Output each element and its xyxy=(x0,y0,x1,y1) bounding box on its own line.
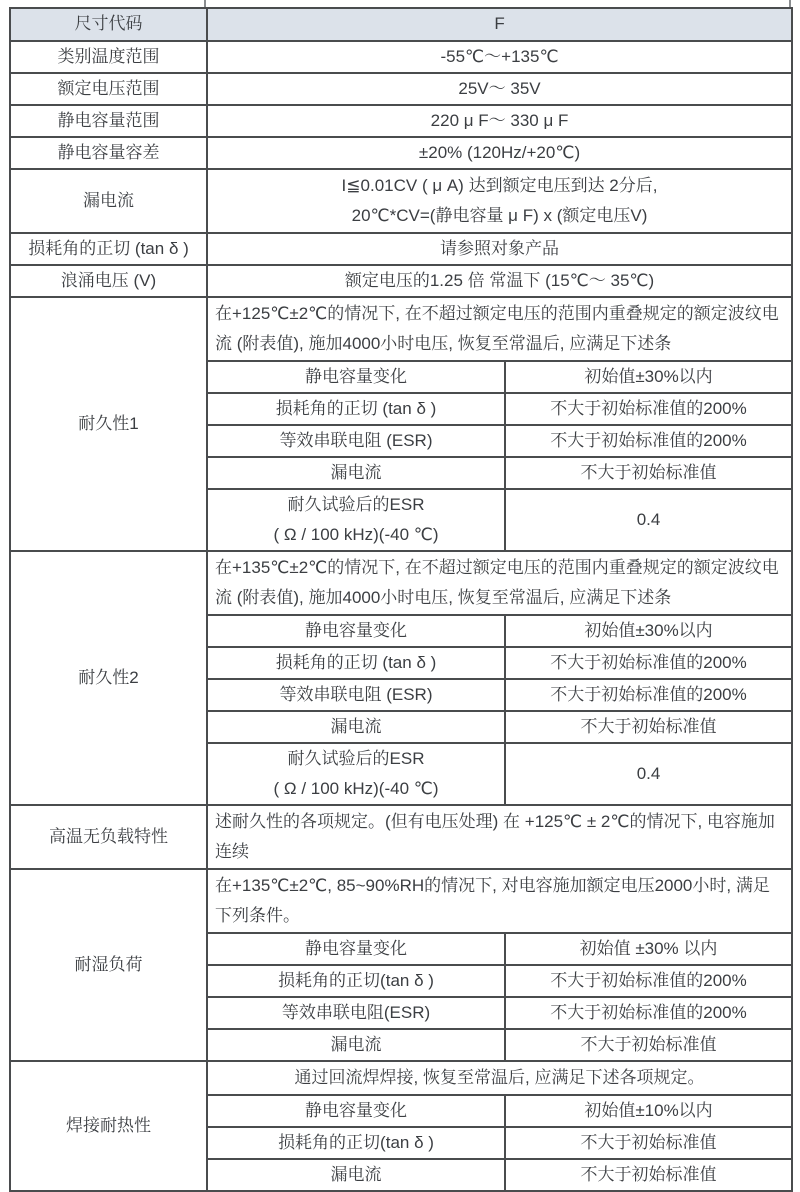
sub-label: 静电容量变化 xyxy=(207,615,505,647)
row-value: 请参照对象产品 xyxy=(207,233,792,265)
section-intro: 在+135℃±2℃的情况下, 在不超过额定电压的范围内重叠规定的额定波纹电流 (附表值), 施加4000小时电压, 恢复至常温后, 应满足下述条 xyxy=(207,551,792,615)
row-value: ±20% (120Hz/+20℃) xyxy=(207,137,792,169)
sub-label: 漏电流 xyxy=(207,1029,505,1061)
sub-value: 初始值 ±30% 以内 xyxy=(505,933,792,965)
sub-value: 不大于初始标准值的200% xyxy=(505,965,792,997)
durability2-intro-row xyxy=(10,551,792,615)
sub-label: 损耗角的正切 (tan δ ) xyxy=(207,647,505,679)
row-label: 浪涌电压 (V) xyxy=(10,265,207,297)
section-label: 焊接耐热性 xyxy=(10,1061,207,1191)
sub-value: 不大于初始标准值 xyxy=(505,711,792,743)
sub-label: 损耗角的正切(tan δ ) xyxy=(207,1127,505,1159)
row-label: 高温无负载特性 xyxy=(10,805,207,869)
row-label: 静电容量范围 xyxy=(10,105,207,137)
leakage-line2: 20℃*CV=(静电容量 μ F) x (额定电压V) xyxy=(351,206,648,225)
sub-value: 不大于初始标准值的200% xyxy=(505,679,792,711)
header-row xyxy=(10,8,792,41)
sub-value: 初始值±30%以内 xyxy=(505,361,792,393)
high-temp-row xyxy=(10,805,792,869)
surge-row xyxy=(10,265,792,297)
row-label: 静电容量容差 xyxy=(10,137,207,169)
row-value: 述耐久性的各项规定。(但有电压处理) 在 +125℃ ± 2℃的情况下, 电容施加连续 xyxy=(207,805,792,869)
leakage-row xyxy=(10,169,792,233)
row-label: 类别温度范围 xyxy=(10,41,207,73)
section-intro: 通过回流焊焊接, 恢复至常温后, 应满足下述各项规定。 xyxy=(207,1061,792,1095)
section-label: 耐湿负荷 xyxy=(10,869,207,1061)
sub-value: 初始值±10%以内 xyxy=(505,1095,792,1127)
row-value: 额定电压的1.25 倍 常温下 (15℃～ 35℃) xyxy=(207,265,792,297)
humidity-intro-row xyxy=(10,869,792,933)
sub-label: 等效串联电阻(ESR) xyxy=(207,997,505,1029)
sub-label: 漏电流 xyxy=(207,1159,505,1191)
table-row xyxy=(10,137,792,169)
sub-value: 不大于初始标准值的200% xyxy=(505,997,792,1029)
row-value: 25V～ 35V xyxy=(207,73,792,105)
esr-label-line2: ( Ω / 100 kHz)(-40 ℃) xyxy=(273,779,439,798)
header-value: F xyxy=(207,8,792,41)
sub-value: 0.4 xyxy=(505,743,792,805)
sub-label: 静电容量变化 xyxy=(207,933,505,965)
row-value: 220 μ F～ 330 μ F xyxy=(207,105,792,137)
sub-value: 不大于初始标准值 xyxy=(505,1159,792,1191)
sub-label xyxy=(207,743,505,805)
row-label: 损耗角的正切 (tan δ ) xyxy=(10,233,207,265)
table-row xyxy=(10,41,792,73)
section-label: 耐久性2 xyxy=(10,551,207,805)
table-row xyxy=(10,73,792,105)
table-row xyxy=(10,105,792,137)
section-intro: 在+135℃±2℃, 85~90%RH的情况下, 对电容施加额定电压2000小时, 满足下列条件。 xyxy=(207,869,792,933)
durability1-intro-row xyxy=(10,297,792,361)
leakage-line1: I≦0.01CV ( μ A) 达到额定电压到达 2分后, xyxy=(341,176,658,195)
sub-label: 损耗角的正切 (tan δ ) xyxy=(207,393,505,425)
sub-value: 不大于初始标准值 xyxy=(505,1127,792,1159)
section-intro: 在+125℃±2℃的情况下, 在不超过额定电压的范围内重叠规定的额定波纹电流 (附表值), 施加4000小时电压, 恢复至常温后, 应满足下述条 xyxy=(207,297,792,361)
sub-label: 等效串联电阻 (ESR) xyxy=(207,679,505,711)
sub-value: 不大于初始标准值 xyxy=(505,457,792,489)
esr-label-line1: 耐久试验后的ESR xyxy=(287,495,425,514)
sub-label: 漏电流 xyxy=(207,457,505,489)
row-value xyxy=(207,169,792,233)
sub-label: 等效串联电阻 (ESR) xyxy=(207,425,505,457)
sub-label: 损耗角的正切(tan δ ) xyxy=(207,965,505,997)
sub-value: 不大于初始标准值的200% xyxy=(505,647,792,679)
spec-table xyxy=(9,7,793,1192)
sub-value: 初始值±30%以内 xyxy=(505,615,792,647)
tan-delta-row xyxy=(10,233,792,265)
sub-label: 静电容量变化 xyxy=(207,1095,505,1127)
sub-value: 不大于初始标准值 xyxy=(505,1029,792,1061)
section-label: 耐久性1 xyxy=(10,297,207,551)
row-value: -55℃～+135℃ xyxy=(207,41,792,73)
sub-label: 漏电流 xyxy=(207,711,505,743)
esr-label-line1: 耐久试验后的ESR xyxy=(287,749,425,768)
soldering-intro-row xyxy=(10,1061,792,1095)
sub-label xyxy=(207,489,505,551)
sub-label: 静电容量变化 xyxy=(207,361,505,393)
esr-label-line2: ( Ω / 100 kHz)(-40 ℃) xyxy=(273,525,439,544)
sub-value: 不大于初始标准值的200% xyxy=(505,393,792,425)
header-label: 尺寸代码 xyxy=(10,8,207,41)
sub-value: 不大于初始标准值的200% xyxy=(505,425,792,457)
row-label: 漏电流 xyxy=(10,169,207,233)
sub-value: 0.4 xyxy=(505,489,792,551)
row-label: 额定电压范围 xyxy=(10,73,207,105)
